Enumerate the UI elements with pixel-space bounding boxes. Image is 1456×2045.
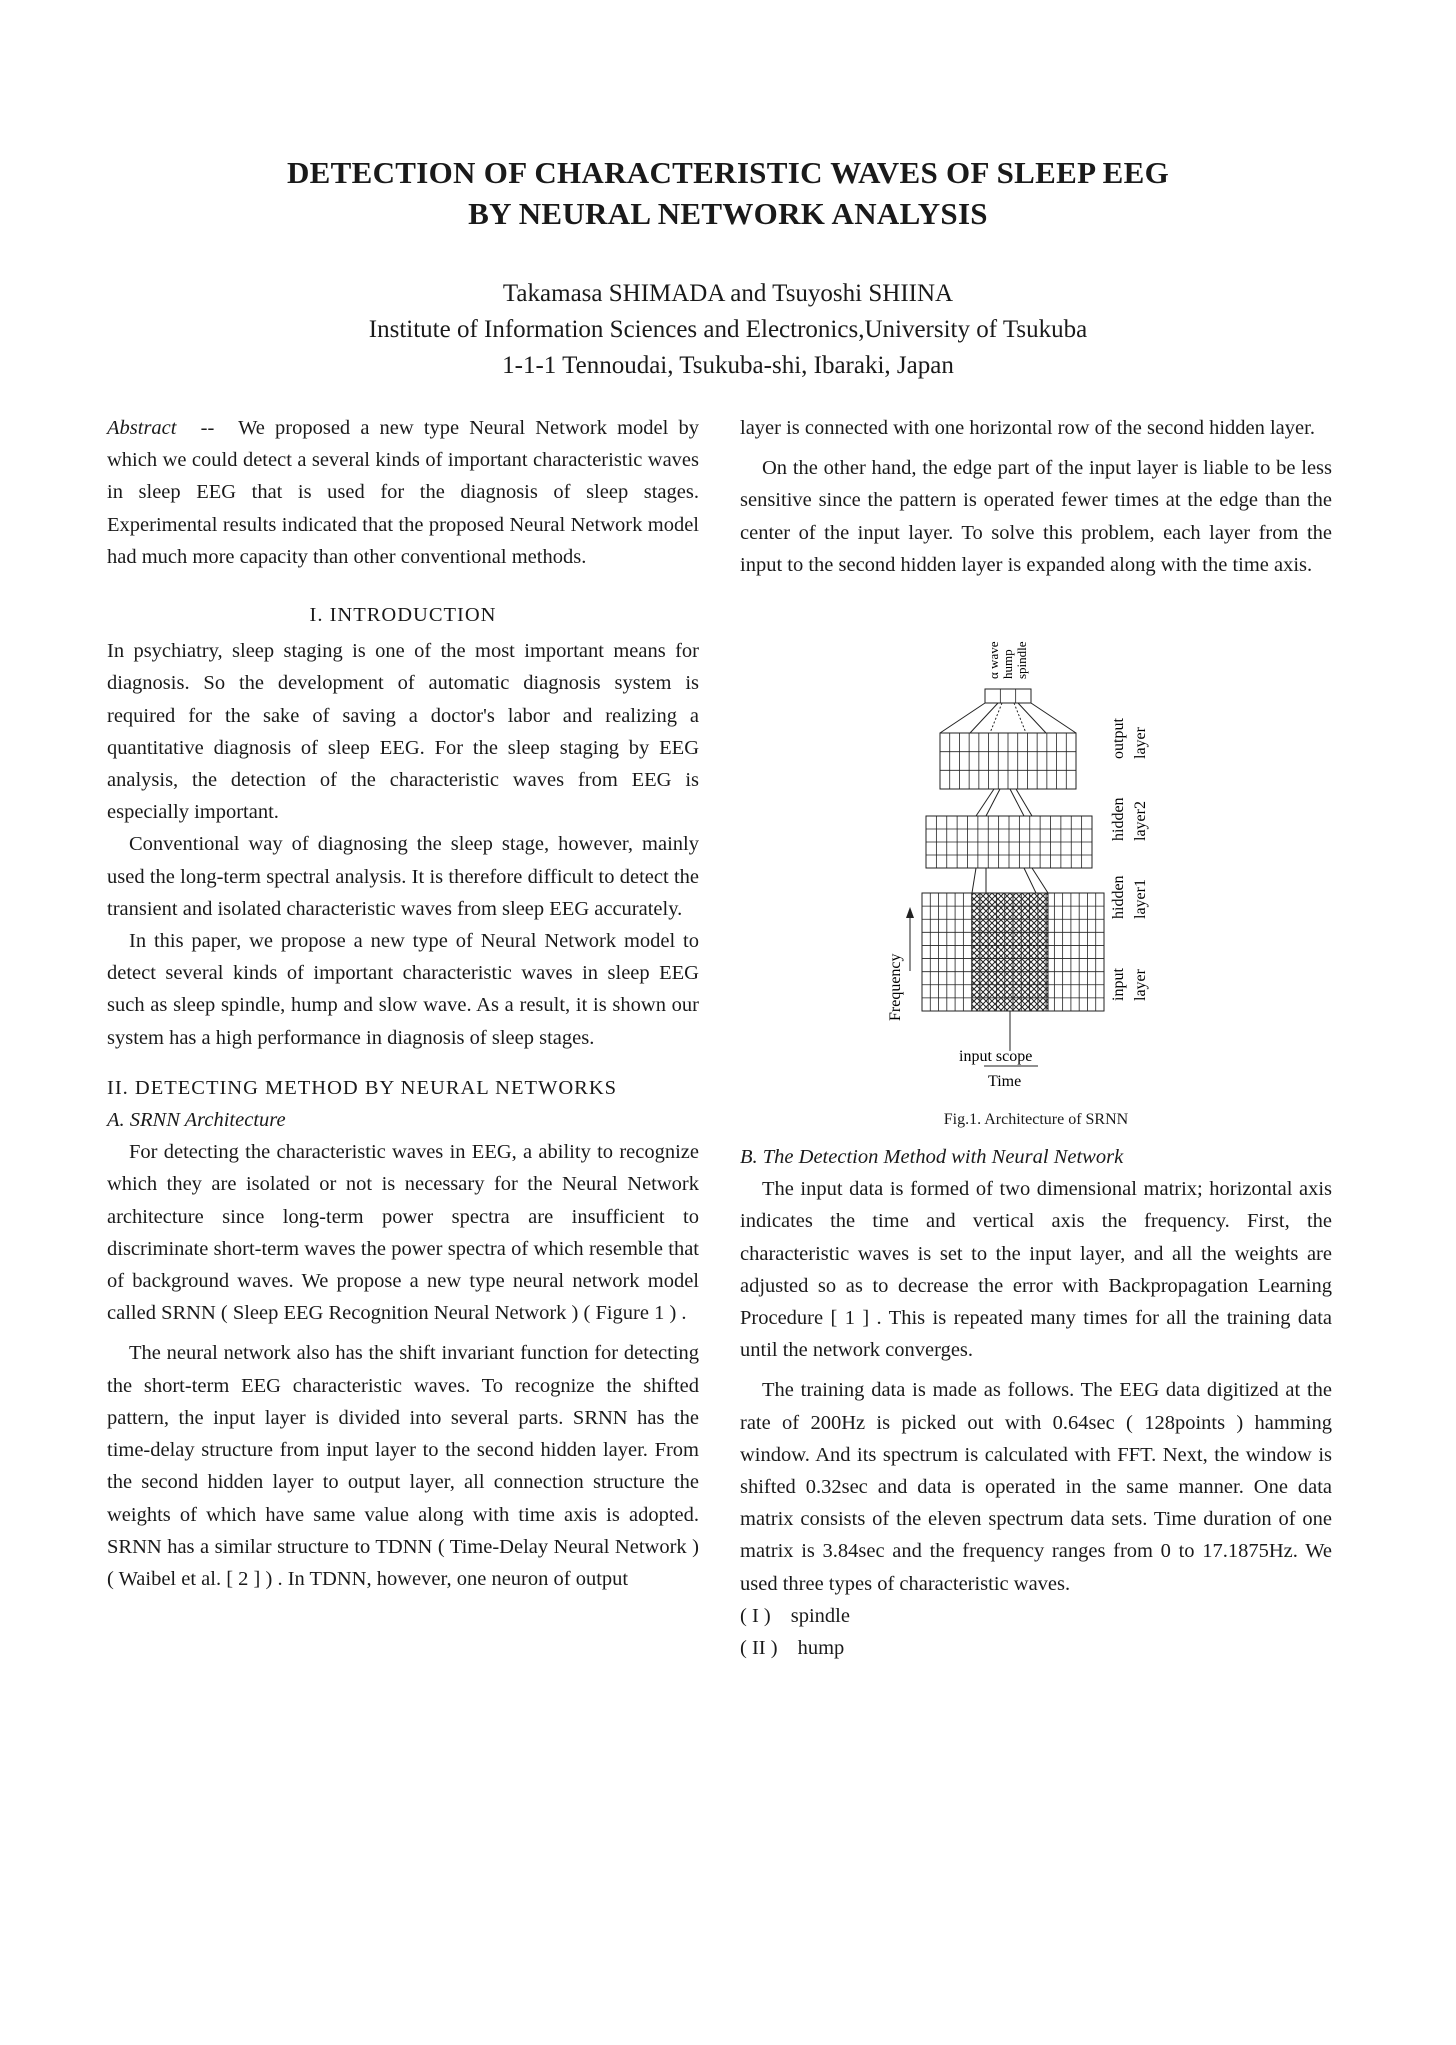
wave-list-item	[740, 1632, 1332, 1664]
wave-list-text: spindle	[790, 1604, 850, 1627]
layer-label-hidden1-2: layer1	[1132, 879, 1149, 920]
author-names: Takamasa SHIMADA and Tsuyoshi SHIINA	[502, 280, 954, 307]
figure-1	[740, 581, 1332, 1141]
intro-paragraph-2: Conventional way of diagnosing the sleep stage, however, mainly used the long-term spectral analysis. It is therefore difficult to detect the transient and isolated characteristic waves from sleep EEG accurately.	[107, 833, 699, 920]
right-paragraph-1: layer is connected with one horizontal row of the second hidden layer.	[740, 417, 1315, 439]
input-scope-region	[972, 893, 1048, 1011]
layer-label-input-2: layer	[1132, 969, 1149, 1002]
title-line-1: DETECTION OF CHARACTERISTIC WAVES OF SLEEP EEG	[286, 155, 1170, 190]
section-2b-paragraph-2: The training data is made as follows. The EEG data digitized at the rate of 200Hz is picked out with 0.64sec ( 128points ) hamming window. And its spectrum is calculated with FFT. Next, the window is shifted 0.32sec and data is operated in the same manner. One data matrix consists of the eleven spectrum data sets. Time duration of one matrix is 3.84sec and the frequency ranges from 0 to 17.1875Hz. We used three types of characteristic waves.	[740, 1379, 1332, 1595]
section-2a-paragraph-1: For detecting the characteristic waves in EEG, a ability to recognize which they are isolated or not is necessary for the Neural Network architecture since long-term power spectra are insufficient to discriminate short-term waves the power spectra of which resemble that of background waves. We propose a new type neural network model called SRNN ( Sleep EEG Recognition Neural Network ) ( Figure 1 ) .	[107, 1141, 699, 1325]
abstract-text: We proposed a new type Neural Network model by which we could detect a several kinds of important characteristic waves in sleep EEG that is used for the diagnosis of sleep stages. Experimental results indicated that the proposed Neural Network model had much more capacity than other conventional methods.	[107, 417, 699, 568]
frequency-label: Frequency	[887, 953, 904, 1022]
time-label: Time	[988, 1073, 1022, 1091]
abstract-dash: --	[200, 417, 215, 439]
right-paragraph-2: On the other hand, the edge part of the input layer is liable to be less sensitive since the pattern is operated fewer times at the edge than the center of the input layer. To solve this problem, each layer from the input to the second hidden layer is expanded along with the time axis.	[740, 457, 1332, 576]
section-2a-paragraph-2: The neural network also has the shift invariant function for detecting the short-term EEG characteristic waves. To recognize the shifted pattern, the input layer is divided into several parts. SRNN has the time-delay structure from input layer to the second hidden layer. From the second hidden layer to output layer, all connection structure the weights of which have same value along with time axis is adopted. SRNN has a similar structure to TDNN ( Time-Delay Neural Network ) ( Waibel et al. [ 2 ] ) . In TDNN, however, one neuron of output	[107, 1342, 699, 1590]
author-affiliation: Institute of Information Sciences and Electronics,University of Tsukuba	[368, 316, 1088, 343]
section-2b-paragraph-1: The input data is formed of two dimensional matrix; horizontal axis indicates the time and vertical axis the frequency. First, the characteristic waves is set to the input layer, and all the weights are adjusted so as to decrease the error with Backpropagation Learning Procedure [ 1 ] . This is repeated many times for all the training data until the network converges.	[740, 1178, 1332, 1362]
layer-label-output-1: output	[1110, 718, 1127, 760]
subsection-b-heading: B. The Detection Method with Neural Network	[740, 1146, 1124, 1169]
frequency-arrowhead	[906, 907, 914, 918]
layer-label-hidden1-1: hidden	[1110, 875, 1127, 920]
subsection-a-heading: A. SRNN Architecture	[107, 1109, 286, 1132]
wave-list-number: ( II )	[740, 1637, 778, 1660]
figure-caption: Fig.1. Architecture of SRNN	[943, 1111, 1129, 1129]
input-scope-label: input scope	[959, 1048, 1033, 1066]
output-label-alpha: α wave	[986, 641, 1001, 680]
intro-paragraph-1: In psychiatry, sleep staging is one of the most important means for diagnosis. So the development of automatic diagnosis system is required for the sake of saving a doctor's labor and realizing a quantitative diagnosis of sleep EEG. For the sleep staging by EEG analysis, the detection of the characteristic waves from EEG is especially important.	[107, 640, 699, 824]
author-address: 1-1-1 Tennoudai, Tsukuba-shi, Ibaraki, Japan	[502, 352, 954, 379]
srnn-architecture-diagram	[740, 581, 1332, 1101]
layer-label-hidden2-1: hidden	[1110, 797, 1127, 842]
layer-label-input-1: input	[1110, 968, 1127, 1002]
output-label-hump: hump	[1000, 649, 1015, 680]
abstract-paragraph	[107, 412, 699, 573]
wave-list-number: ( I )	[740, 1604, 771, 1627]
wave-list-item	[740, 1600, 1332, 1632]
output-layer-grid	[985, 689, 1031, 703]
section-2-heading: II. DETECTING METHOD BY NEURAL NETWORKS	[107, 1076, 618, 1099]
wave-list-text: hump	[797, 1637, 845, 1660]
section-1-heading: I. INTRODUCTION	[309, 604, 497, 627]
output-label-spindle: spindle	[1014, 641, 1029, 680]
paper-title	[0, 152, 1456, 234]
intro-paragraph-3: In this paper, we propose a new type of Neural Network model to detect several kinds of important characteristic waves in sleep EEG such as sleep spindle, hump and slow wave. As a result, it is shown our system has a high performance in diagnosis of sleep stages.	[107, 930, 699, 1049]
layer-label-output-2: layer	[1132, 727, 1149, 760]
author-block	[0, 276, 1456, 384]
abstract-label: Abstract	[107, 417, 177, 439]
layer-label-hidden2-2: layer2	[1132, 801, 1149, 842]
title-line-2: BY NEURAL NETWORK ANALYSIS	[468, 196, 988, 231]
left-column	[107, 412, 699, 1595]
right-column	[740, 412, 1332, 1664]
